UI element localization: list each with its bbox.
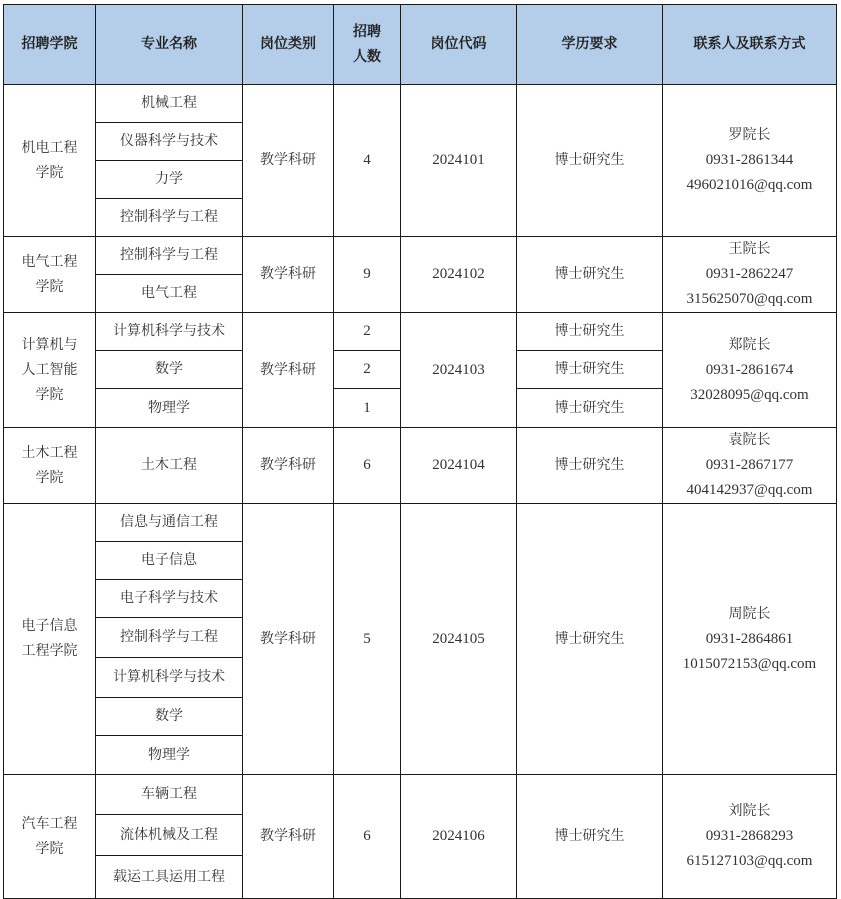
major-cell: 控制科学与工程 bbox=[96, 618, 243, 658]
count-cell: 9 bbox=[334, 237, 401, 313]
major-cell: 电子信息 bbox=[96, 542, 243, 580]
header-education: 学历要求 bbox=[517, 4, 663, 85]
contact-lines bbox=[690, 333, 808, 408]
contact-lines bbox=[687, 123, 813, 198]
count-cell: 6 bbox=[334, 428, 401, 504]
college-cell: 电子信息 工程学院 bbox=[3, 504, 96, 775]
contact-phone: 0931-2861674 bbox=[705, 361, 794, 378]
education-cell: 博士研究生 bbox=[517, 389, 663, 428]
category-cell: 教学科研 bbox=[243, 313, 334, 428]
major-cell: 计算机科学与技术 bbox=[96, 313, 243, 351]
count-cell: 4 bbox=[334, 85, 401, 237]
contact-name: 袁院长 bbox=[728, 432, 771, 448]
contact-cell bbox=[663, 428, 837, 504]
contact-email: 404142937@qq.com bbox=[686, 482, 813, 498]
contact-phone: 0931-2864861 bbox=[705, 630, 794, 647]
major-cell: 电子科学与技术 bbox=[96, 580, 243, 618]
count-cell: 2 bbox=[334, 351, 401, 389]
education-cell: 博士研究生 bbox=[517, 428, 663, 504]
contact-cell bbox=[663, 775, 837, 899]
contact-name: 周院长 bbox=[728, 605, 771, 622]
category-cell: 教学科研 bbox=[243, 85, 334, 237]
contact-email: 32028095@qq.com bbox=[690, 386, 809, 403]
major-cell: 载运工具运用工程 bbox=[96, 856, 243, 899]
code-cell: 2024104 bbox=[401, 428, 517, 504]
code-cell: 2024103 bbox=[401, 313, 517, 428]
code-cell: 2024102 bbox=[401, 237, 517, 313]
college-cell: 计算机与 人工智能 学院 bbox=[3, 313, 96, 428]
major-cell: 土木工程 bbox=[96, 428, 243, 504]
contact-email: 615127103@qq.com bbox=[686, 853, 813, 869]
contact-email: 315625070@qq.com bbox=[686, 291, 813, 307]
major-cell: 数学 bbox=[96, 698, 243, 736]
major-cell: 数学 bbox=[96, 351, 243, 389]
header-major: 专业名称 bbox=[96, 4, 243, 85]
contact-lines bbox=[687, 237, 813, 312]
major-cell: 物理学 bbox=[96, 736, 243, 775]
header-college: 招聘学院 bbox=[3, 4, 96, 85]
education-cell: 博士研究生 bbox=[517, 85, 663, 237]
college-cell: 机电工程 学院 bbox=[3, 85, 96, 237]
contact-name: 王院长 bbox=[728, 241, 771, 257]
contact-phone: 0931-2861344 bbox=[705, 152, 794, 168]
contact-lines bbox=[683, 602, 816, 677]
header-count: 招聘 人数 bbox=[334, 4, 401, 85]
header-contact: 联系人及联系方式 bbox=[663, 4, 837, 85]
code-cell: 2024105 bbox=[401, 504, 517, 775]
contact-email: 1015072153@qq.com bbox=[682, 655, 817, 672]
contact-name: 刘院长 bbox=[728, 803, 771, 819]
college-cell: 汽车工程 学院 bbox=[3, 775, 96, 899]
contact-phone: 0931-2868293 bbox=[705, 828, 794, 844]
header-code: 岗位代码 bbox=[401, 4, 517, 85]
major-cell: 仪器科学与技术 bbox=[96, 123, 243, 161]
major-cell: 控制科学与工程 bbox=[96, 199, 243, 237]
education-cell: 博士研究生 bbox=[517, 504, 663, 775]
education-cell: 博士研究生 bbox=[517, 775, 663, 899]
major-cell: 车辆工程 bbox=[96, 775, 243, 815]
major-cell: 力学 bbox=[96, 161, 243, 199]
contact-name: 罗院长 bbox=[728, 127, 771, 143]
major-cell: 流体机械及工程 bbox=[96, 815, 243, 856]
college-cell: 电气工程 学院 bbox=[3, 237, 96, 313]
count-cell: 6 bbox=[334, 775, 401, 899]
contact-phone: 0931-2862247 bbox=[705, 266, 794, 282]
college-cell: 土木工程 学院 bbox=[3, 428, 96, 504]
education-cell: 博士研究生 bbox=[517, 237, 663, 313]
contact-lines bbox=[687, 428, 813, 503]
contact-cell bbox=[663, 313, 837, 428]
contact-name: 郑院长 bbox=[728, 336, 771, 353]
category-cell: 教学科研 bbox=[243, 775, 334, 899]
education-cell: 博士研究生 bbox=[517, 313, 663, 351]
header-category: 岗位类别 bbox=[243, 4, 334, 85]
category-cell: 教学科研 bbox=[243, 428, 334, 504]
code-cell: 2024101 bbox=[401, 85, 517, 237]
contact-lines bbox=[687, 799, 813, 874]
contact-cell bbox=[663, 85, 837, 237]
major-cell: 机械工程 bbox=[96, 85, 243, 123]
major-cell: 信息与通信工程 bbox=[96, 504, 243, 542]
major-cell: 物理学 bbox=[96, 389, 243, 428]
major-cell: 计算机科学与技术 bbox=[96, 658, 243, 698]
count-cell: 5 bbox=[334, 504, 401, 775]
contact-cell bbox=[663, 504, 837, 775]
education-cell: 博士研究生 bbox=[517, 351, 663, 389]
category-cell: 教学科研 bbox=[243, 504, 334, 775]
code-cell: 2024106 bbox=[401, 775, 517, 899]
count-cell: 1 bbox=[334, 389, 401, 428]
major-cell: 电气工程 bbox=[96, 275, 243, 313]
category-cell: 教学科研 bbox=[243, 237, 334, 313]
count-cell: 2 bbox=[334, 313, 401, 351]
contact-cell bbox=[663, 237, 837, 313]
major-cell: 控制科学与工程 bbox=[96, 237, 243, 275]
contact-email: 496021016@qq.com bbox=[686, 177, 813, 193]
contact-phone: 0931-2867177 bbox=[705, 457, 794, 473]
